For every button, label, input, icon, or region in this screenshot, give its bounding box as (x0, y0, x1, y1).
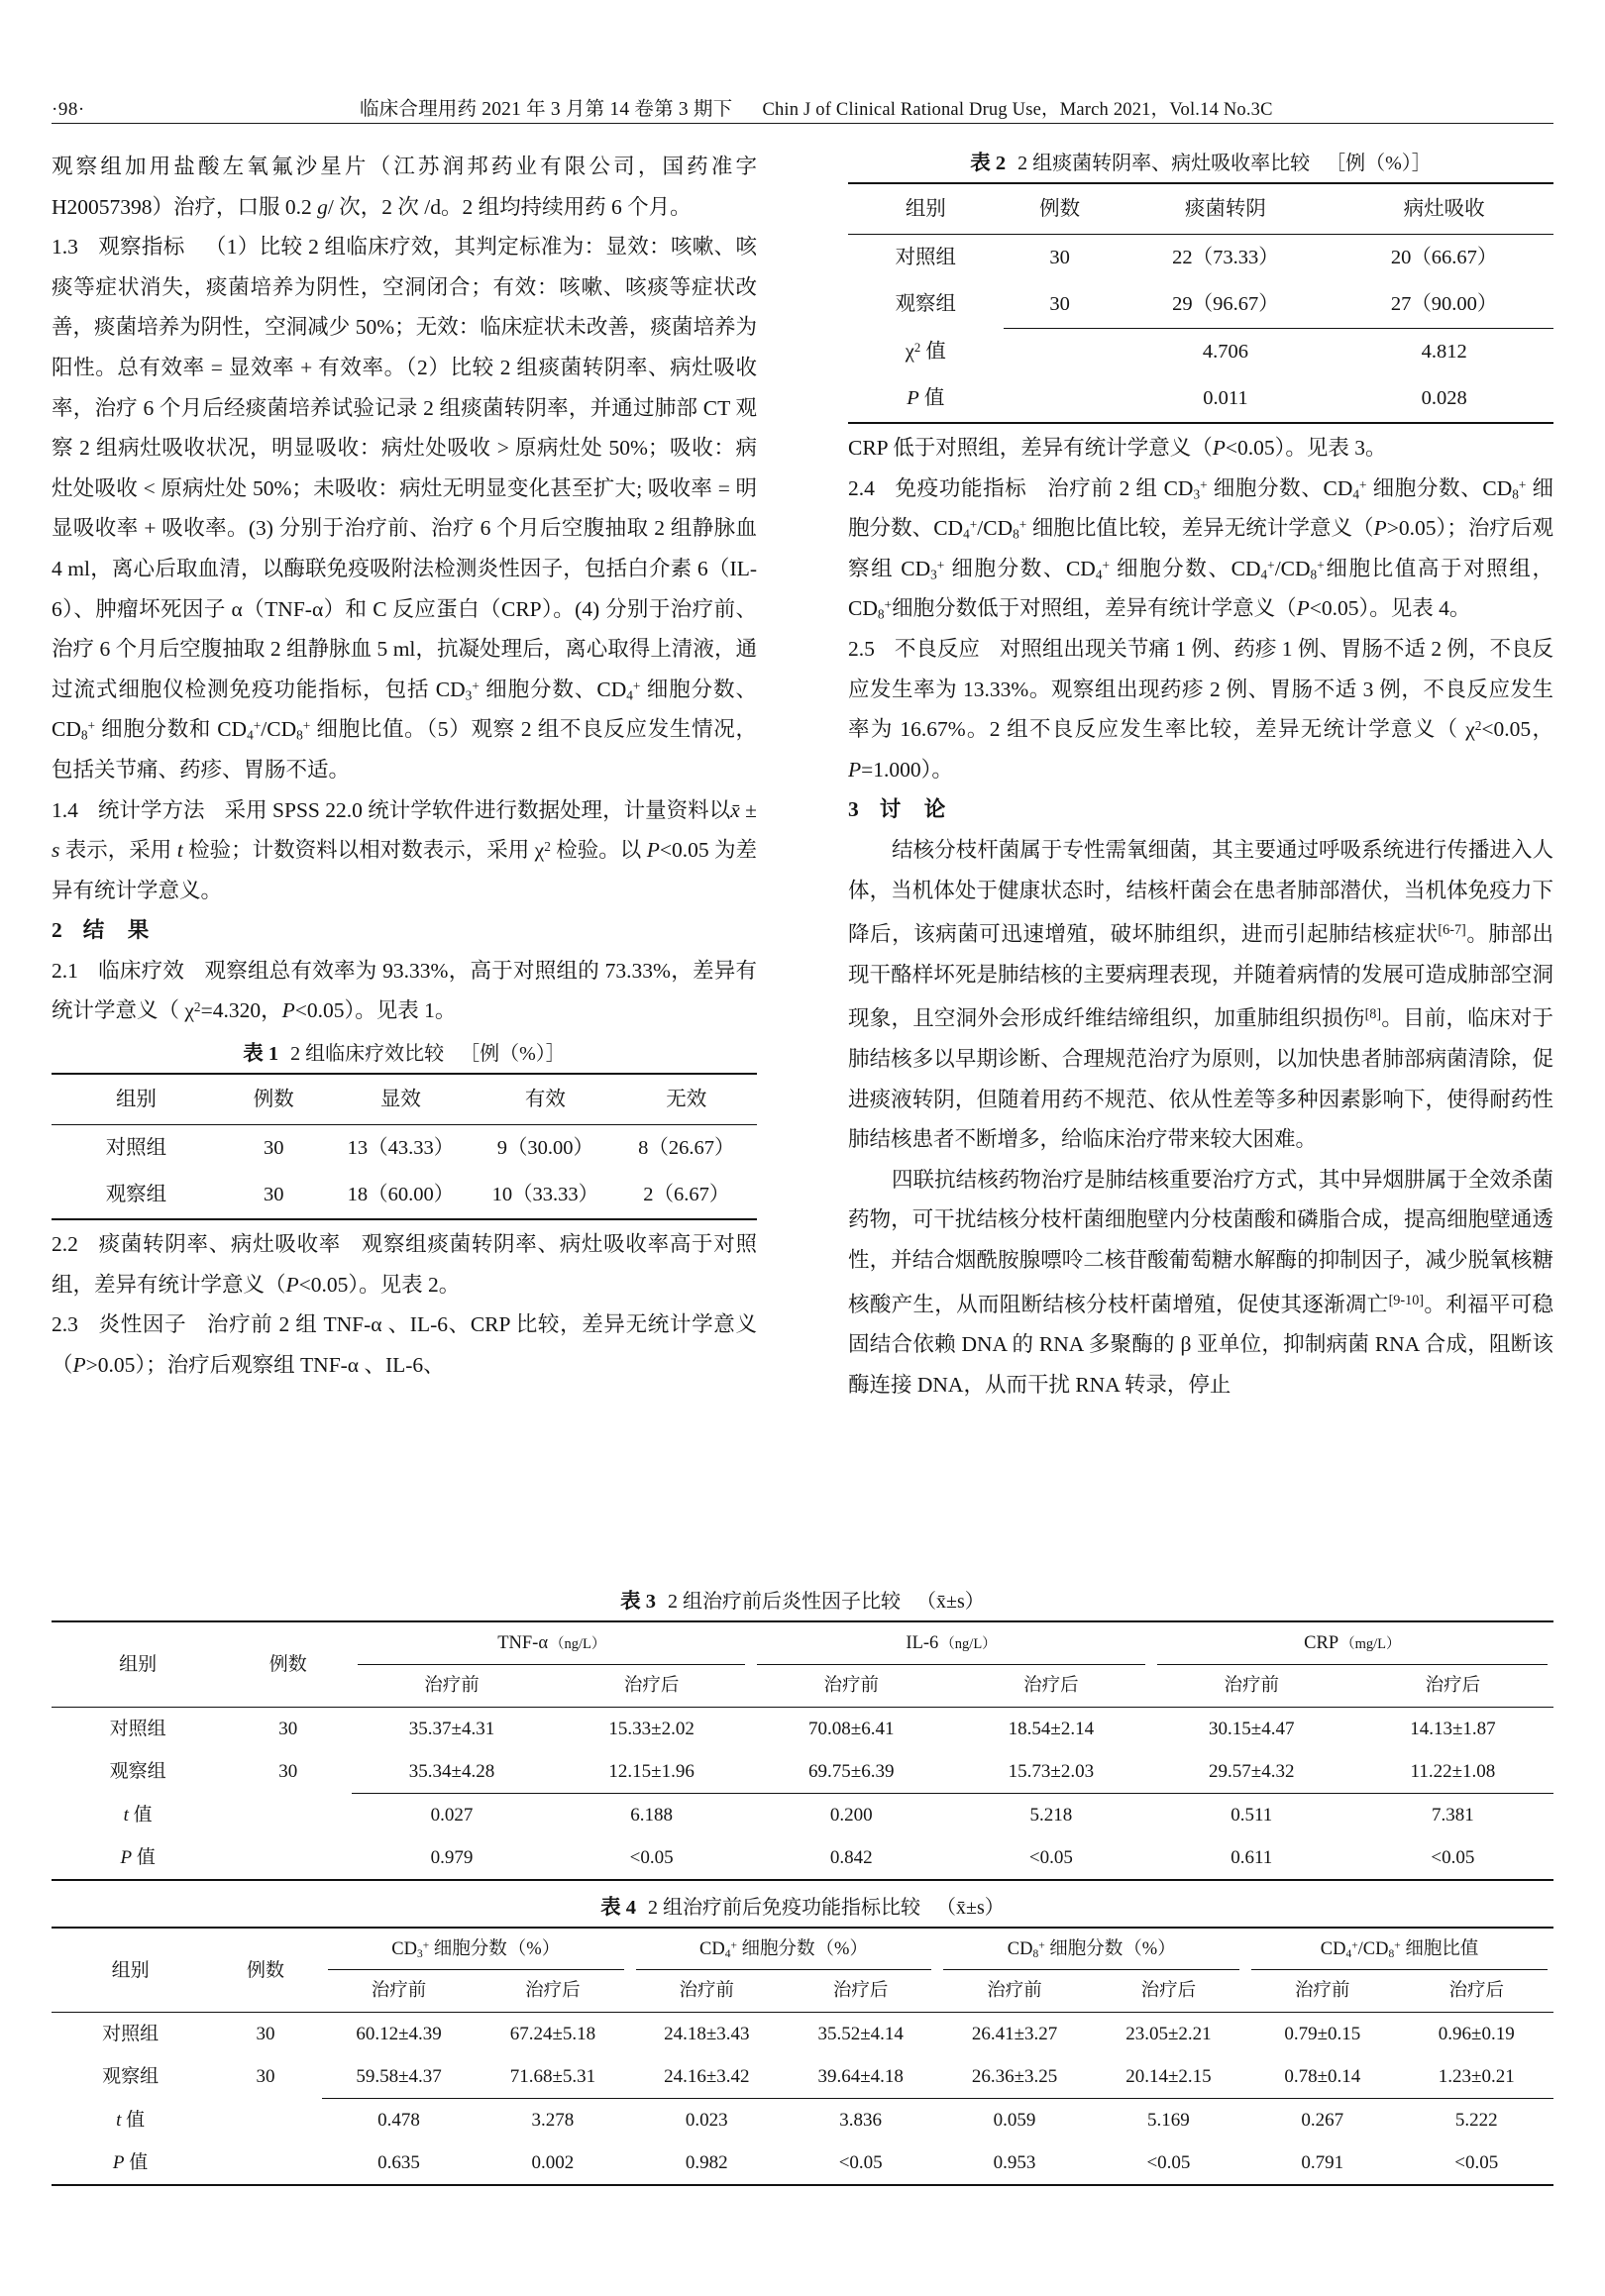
table-4-header-group: 组别 (52, 1928, 209, 2013)
table-4-header-n: 例数 (209, 1928, 322, 2013)
section-2-1-title: 临床疗效 (97, 958, 185, 983)
table-4-cell: 60.12±4.39 (356, 2024, 442, 2044)
table-1-cell: 13（43.33） (347, 1137, 455, 1160)
table-3-stat-cell: 6.188 (552, 1794, 752, 1837)
table-2-caption (848, 147, 1553, 180)
table-3-cell: 29.57±4.32 (1209, 1761, 1295, 1782)
table-1-label: 表 1 (243, 1043, 279, 1066)
table-3-group-unit: （ng/L） (550, 1636, 606, 1652)
table-3-subheader: 治疗前 (424, 1676, 480, 1696)
table-4-subheader: 治疗后 (1448, 1981, 1504, 2001)
discussion-paragraph-1: 结核分枝杆菌属于专性需氧细菌，其主要通过呼吸系统进行传播进入人体，当机体处于健康状态时，结核杆菌会在患者肺部潜伏，当机体免疫力下降后，该病菌可迅速增殖，破坏肺组织，进而引起肺结核症状[6-7]。肺部出现干酪样坏死是肺结核的主要病理表现，并随着病情的发展可造成肺部空洞现象，且空洞外会形成纤维结缔组织，加重肺组织损伤[8]。目前，临床对于肺结核多以早期诊断、合理规范治疗为原则，以加快患者肺部病菌清除，促进痰液转阴，但随着用药不规范、依从性差等多种因素影响下，使得耐药性肺结核患者不断增多，给临床治疗带来较大困难。 (848, 837, 1553, 1152)
table-3-stat-cell: 0.979 (430, 1847, 474, 1868)
running-head-rule (52, 123, 1553, 124)
table-4-stat-label: t 值 (116, 2109, 146, 2131)
table-3-stat-cell: 0.611 (1230, 1847, 1273, 1868)
table-row (52, 1750, 1553, 1794)
table-4-stat-cell: 0.953 (993, 2152, 1036, 2173)
table-3-cell: 15.33±2.02 (608, 1719, 695, 1739)
table-3-group-name: IL-6 (906, 1633, 939, 1653)
journal-title-en: Chin J of Clinical Rational Drug Use，March 2021，Vol.14 No.3C (762, 100, 1273, 120)
table-1-wrapper (52, 1037, 757, 1220)
table-4-cell: 35.52±4.14 (817, 2024, 904, 2044)
section-2-5-title: 不良反应 (894, 636, 980, 661)
table-2-cell: 观察组 (895, 293, 957, 316)
journal-title-cn: 临床合理用药 2021 年 3 月第 14 卷第 3 期下 (359, 99, 733, 120)
table-1-header-cell: 例数 (253, 1089, 294, 1111)
table-4-stat-cell: 0.478 (322, 2099, 476, 2142)
table-row (52, 2055, 1553, 2099)
table-2-stat-cell: 4.706 (1117, 329, 1336, 376)
table-1-cell: 对照组 (105, 1137, 167, 1160)
table-2-cell: 对照组 (895, 247, 957, 268)
table-4-stat-cell: 0.023 (630, 2099, 784, 2142)
table-2 (848, 182, 1553, 424)
table-1-cell: 30 (264, 1137, 284, 1160)
page-folio: ·98· (52, 99, 85, 120)
section-3-heading (848, 789, 1553, 830)
table-row-stat (848, 375, 1553, 423)
table-4-group-header: $CD_3^+$ 细胞分数（%） (322, 1928, 630, 1970)
table-3-cell: 69.75±6.39 (808, 1761, 895, 1782)
wide-tables-block (52, 1585, 1553, 2186)
table-2-cell: 20（66.67） (1390, 247, 1498, 268)
table-3-stat-cell: <0.05 (1431, 1847, 1475, 1868)
table-4-cell: 30 (256, 2066, 275, 2088)
journal-title (85, 93, 1553, 121)
table-4-cell: 23.05±2.21 (1125, 2024, 1212, 2044)
table-2-label: 表 2 (970, 153, 1007, 174)
table-4-group-header: $CD_4^+$ 细胞分数（%） (630, 1928, 938, 1970)
table-4-cell: 24.18±3.43 (664, 2024, 750, 2044)
table-4-stat-cell (209, 2099, 322, 2142)
table-4-stat-cell: 3.836 (784, 2099, 937, 2142)
table-4-stat-cell (209, 2141, 322, 2185)
table-row-stat (52, 2141, 1553, 2185)
table-1-cell: 8（26.67） (638, 1137, 735, 1160)
table-4-cell: 1.23±0.21 (1438, 2066, 1515, 2087)
table-4-stat-cell: 0.635 (377, 2152, 420, 2173)
table-4-cell: 观察组 (102, 2066, 160, 2088)
table-4-group-header: $CD_4^+/CD_8^+$ 细胞比值 (1245, 1928, 1553, 1970)
table-2-stat-cell (1004, 375, 1117, 423)
table-2-stat-cell: 4.812 (1335, 329, 1553, 376)
table-3-stat-cell: 7.381 (1352, 1794, 1553, 1837)
section-2-2-number: 2.2 (52, 1232, 78, 1257)
table-4-subheader: 治疗后 (525, 1981, 581, 2001)
table-3-group-name: TNF-α (497, 1633, 549, 1653)
table-1 (52, 1073, 757, 1220)
table-3-cell: 12.15±1.96 (608, 1761, 695, 1782)
table-3-cell: 30.15±4.47 (1209, 1719, 1295, 1739)
table-3-group-name: CRP (1304, 1633, 1339, 1653)
section-3-number: 3 (848, 797, 860, 822)
table-3-cell: 14.13±1.87 (1410, 1719, 1496, 1739)
table-4-stat-cell: <0.05 (1454, 2152, 1499, 2173)
table-1-cell: 观察组 (105, 1184, 167, 1206)
table-2-stat-label: $\chi^2$ 值 (905, 340, 946, 363)
table-1-header-cell: 显效 (379, 1089, 421, 1111)
section-2-2-title: 痰菌转阴率、病灶吸收率 (97, 1232, 342, 1257)
section-1-4-number: 1.4 (52, 797, 78, 822)
table-2-stat-cell (1004, 329, 1117, 376)
table-3-subheader: 治疗后 (1425, 1676, 1481, 1696)
table-3-unit: （x̄±s） (916, 1591, 985, 1613)
table-2-unit: ［例（%）］ (1326, 153, 1432, 174)
table-3-group-unit: （mg/L） (1340, 1636, 1401, 1652)
section-2-5-number: 2.5 (848, 636, 875, 661)
table-3-cell: 35.37±4.31 (408, 1719, 495, 1739)
table-3-stat-cell: 0.027 (352, 1794, 552, 1837)
table-2-cell: 29（96.67） (1172, 293, 1279, 315)
table-3-caption (52, 1585, 1553, 1618)
right-column (848, 147, 1553, 1406)
table-3 (52, 1620, 1553, 1881)
section-2-1: 2.1 临床疗效 观察组总有效率为 93.33%，高于对照组的 73.33%，差异有统计学意义（ $\chi^2=4.320$，P<0.05）。见表 1。 (52, 958, 757, 1023)
section-2-3-number: 2.3 (52, 1312, 78, 1337)
table-2-cell: 30 (1049, 293, 1070, 315)
table-4-stat-cell: <0.05 (838, 2152, 883, 2173)
table-4-subheader: 治疗前 (679, 1981, 735, 2001)
table-2-cell: 22（73.33） (1172, 247, 1279, 268)
table-3-subheader: 治疗前 (1224, 1676, 1280, 1696)
table-4-stat-cell: 0.002 (531, 2152, 575, 2173)
table-3-stat-cell: 0.200 (751, 1794, 951, 1837)
table-1-cell: 18（60.00） (347, 1184, 455, 1206)
section-1-3-title: 观察指标 (97, 235, 185, 260)
section-3-title: 讨 论 (879, 797, 947, 822)
table-row (848, 281, 1553, 329)
table-3-header-group: 组别 (52, 1621, 224, 1708)
table-1-caption (52, 1037, 757, 1071)
table-3-cell: 18.54±2.14 (1008, 1719, 1095, 1739)
table-4-cell: 24.16±3.42 (664, 2066, 750, 2087)
table-1-cell: 9（30.00） (496, 1137, 594, 1160)
table-2-header-cell: 痰菌转阴 (1184, 198, 1266, 220)
table-2-wrapper (848, 147, 1553, 424)
paragraph-intro: 观察组加用盐酸左氧氟沙星片（江苏润邦药业有限公司，国药准字 H20057398）治疗，口服 0.2 g/ 次，2 次 /d。2 组均持续用药 6 个月。 (52, 155, 757, 219)
table-3-header-n: 例数 (224, 1621, 352, 1708)
table-2-cell: 30 (1049, 247, 1070, 268)
section-2-3-title: 炎性因子 (97, 1312, 187, 1337)
table-2-header-cell: 例数 (1039, 198, 1081, 220)
table-3-stat-cell: 5.218 (951, 1794, 1151, 1837)
table-4 (52, 1927, 1553, 2186)
table-3-stat-cell (224, 1794, 352, 1837)
table-3-subheader: 治疗后 (1023, 1676, 1079, 1696)
table-1-cell: 10（33.33） (491, 1184, 599, 1206)
table-4-cell: 0.96±0.19 (1438, 2024, 1515, 2044)
table-3-cell: 30 (278, 1761, 298, 1783)
table-3-group-header (751, 1621, 1150, 1665)
table-4-cell: 39.64±4.18 (817, 2066, 904, 2087)
table-3-cell: 70.08±6.41 (808, 1719, 895, 1739)
table-2-cell: 27（90.00） (1390, 293, 1498, 315)
table-3-subheader: 治疗前 (823, 1676, 879, 1696)
table-4-cell: 26.41±3.27 (971, 2024, 1058, 2044)
table-4-cell: 20.14±2.15 (1125, 2066, 1212, 2087)
table-3-group-unit: （ng/L） (940, 1636, 997, 1652)
table-4-cell: 0.78±0.14 (1284, 2066, 1361, 2087)
table-4-stat-cell: 0.982 (685, 2152, 728, 2173)
table-1-title: 2 组临床疗效比较 (290, 1043, 445, 1066)
running-head (52, 87, 1553, 121)
table-2-header-cell: 组别 (905, 198, 946, 220)
table-4-cell: 59.58±4.37 (356, 2066, 442, 2087)
section-1-4-title: 统计学方法 (97, 797, 205, 822)
table-row (848, 235, 1553, 282)
table-2-stat-label: P 值 (907, 387, 945, 409)
table-row-stat (52, 1836, 1553, 1880)
paragraph-crp-continued: CRP 低于对照组，差异有统计学意义（P<0.05）。见表 3。 (848, 436, 1387, 460)
table-4-subheader: 治疗后 (832, 1981, 889, 2001)
section-1-3-number: 1.3 (52, 235, 78, 260)
table-4-label: 表 4 (600, 1897, 637, 1919)
table-4-stat-cell: 0.059 (937, 2099, 1091, 2142)
table-4-cell: 30 (256, 2024, 275, 2044)
table-3-stat-cell (224, 1836, 352, 1880)
table-4-unit: （x̄±s） (936, 1897, 1005, 1919)
table-4-subheader: 治疗后 (1140, 1981, 1197, 2001)
table-4-group-header: $CD_8^+$ 细胞分数（%） (937, 1928, 1245, 1970)
table-3-stat-cell: 0.511 (1151, 1794, 1352, 1837)
table-1-cell: 2（6.67） (643, 1184, 730, 1206)
section-2-2: 2.2 痰菌转阴率、病灶吸收率 观察组痰菌转阴率、病灶吸收率高于对照组，差异有统计学意义（P<0.05）。见表 2。 (52, 1232, 757, 1297)
section-2-1-number: 2.1 (52, 958, 78, 983)
table-3-cell: 35.34±4.28 (408, 1761, 495, 1782)
table-3-cell: 对照组 (109, 1719, 166, 1739)
table-4-cell: 67.24±5.18 (509, 2024, 596, 2044)
section-2-title: 结 果 (82, 918, 151, 943)
table-3-group-header (352, 1621, 751, 1665)
table-4-subheader: 治疗前 (1295, 1981, 1350, 2001)
table-4-cell: 26.36±3.25 (971, 2066, 1058, 2087)
table-row-stat (52, 1794, 1553, 1837)
table-4-subheader: 治疗前 (987, 1981, 1042, 2001)
section-2-4-number: 2.4 (848, 475, 875, 500)
section-1-3: 1.3 观察指标 （1）比较 2 组临床疗效，其判定标准为：显效：咳嗽、咳痰等症状消失，痰菌培养为阴性，空洞闭合；有效：咳嗽、咳痰等症状改善，痰菌培养为阴性，空洞减少 50%；无效：临床症状未改善，痰菌培养为阳性。总有效率 = 显效率 + 有效率。（2）比较 2 组痰菌转阴率、病灶吸收率，治疗 6 个月后经痰菌培养试验记录 2 组痰菌转阴率，并通过肺部 CT 观察 2 组病灶吸收状况，明显吸收：病灶处吸收 > 原病灶处 50%；吸收：病灶处吸收 < 原病灶处 50%；未吸收：病灶无明显变化甚至扩大; 吸收率 = 明显吸收率 + 吸收率。(3) 分别于治疗前、治疗 6 个月后空腹抽取 2 组静脉血 4 ml，离心后取血清，以酶联免疫吸附法检测炎性因子，包括白介素 6（IL-6）、肿瘤坏死因子 α（TNF-α）和 C 反应蛋白（CRP）。(4) 分别于治疗前、治疗 6 个月后空腹抽取 2 组静脉血 5 ml，抗凝处理后，离心取得上清液，通过流式细胞仪检测免疫功能指标，包括 $CD_3^+$ 细胞分数、$CD_4^+$ 细胞分数、$CD_8^+$ 细胞分数和 $CD_4^+/CD_8^+$ 细胞比值。（5）观察 2 组不良反应发生情况，包括关节痛、药疹、胃肠不适。 (52, 235, 757, 782)
table-1-header-cell: 组别 (115, 1089, 157, 1111)
table-3-stat-cell: 0.842 (829, 1847, 873, 1868)
table-row-stat (52, 2099, 1553, 2142)
table-3-stat-label: t 值 (123, 1804, 153, 1826)
table-4-stat-cell: 0.267 (1245, 2099, 1399, 2142)
table-4-stat-cell: <0.05 (1146, 2152, 1191, 2173)
table-4-cell: 对照组 (102, 2024, 160, 2044)
table-1-header-cell: 有效 (524, 1089, 566, 1111)
table-2-stat-cell: 0.011 (1203, 387, 1248, 409)
table-4-stat-cell: 0.791 (1301, 2152, 1344, 2173)
body-columns (52, 147, 1553, 1553)
table-4-stat-label: P 值 (112, 2152, 149, 2173)
left-column (52, 147, 757, 1385)
table-3-cell: 30 (278, 1719, 298, 1739)
table-1-header-cell: 无效 (666, 1089, 707, 1111)
table-1-unit: ［例（%）］ (460, 1043, 566, 1066)
table-3-group-header (1151, 1621, 1553, 1665)
table-1-cell: 30 (264, 1184, 284, 1206)
section-2-number: 2 (52, 918, 63, 943)
table-row (52, 1708, 1553, 1751)
table-row (52, 2013, 1553, 2056)
table-4-cell: 0.79±0.15 (1284, 2024, 1361, 2044)
table-2-stat-cell: 0.028 (1421, 387, 1467, 409)
section-2-heading (52, 910, 757, 951)
table-row (52, 1172, 757, 1219)
section-2-5: 2.5 不良反应 对照组出现关节痛 1 例、药疹 1 例、胃肠不适 2 例，不良反应发生率为 13.33%。观察组出现药疹 2 例、胃肠不适 3 例，不良反应发生率为 16.67%。2 组不良反应发生率比较，差异无统计学意义（ $\chi^2<0.05$，P=1.000）。 (848, 636, 1553, 782)
table-3-cell: 15.73±2.03 (1008, 1761, 1095, 1782)
table-3-subheader: 治疗后 (623, 1676, 680, 1696)
table-4-caption (52, 1891, 1553, 1925)
table-3-title: 2 组治疗前后炎性因子比较 (668, 1591, 902, 1613)
section-2-4: 2.4 免疫功能指标 治疗前 2 组 $CD_3^+$ 细胞分数、$CD_4^+$ 细胞分数、$CD_8^+$ 细胞分数、$CD_4^+/CD_8^+$ 细胞比值比较，差异无统计学意义（P>0.05）；治疗后观察组 $CD_3^+$ 细胞分数、$CD_4^+$ 细胞分数、$CD_4^+/CD_8^+$细胞比值高于对照组，$CD_8^+$细胞分数低于对照组，差异有统计学意义（P<0.05）。见表 4。 (848, 475, 1553, 623)
table-3-cell: 11.22±1.08 (1410, 1761, 1496, 1782)
section-2-3: 2.3 炎性因子 治疗前 2 组 TNF-α 、IL-6、CRP 比较，差异无统计学意义（P>0.05）；治疗后观察组 TNF-α 、IL-6、 (52, 1312, 757, 1377)
discussion-paragraph-2: 四联抗结核药物治疗是肺结核重要治疗方式，其中异烟肼属于全效杀菌药物，可干扰结核分枝杆菌细胞壁内分枝菌酸和磷脂合成，提高细胞壁通透性，并结合烟酰胺腺嘌呤二核苷酸葡萄糖水解酶的抑制因子，减少脱氧核糖核酸产生，从而阻断结核分枝杆菌增殖，促使其逐渐凋亡[9-10]。利福平可稳固结合依赖 DNA 的 RNA 多聚酶的 β 亚单位，抑制病菌 RNA 合成，阻断该酶连接 DNA，从而干扰 RNA 转录，停止 (848, 1167, 1553, 1397)
table-2-title: 2 组痰菌转阴率、病灶吸收率比较 (1017, 153, 1311, 174)
table-3-label: 表 3 (620, 1591, 657, 1613)
table-3-stat-cell: <0.05 (629, 1847, 674, 1868)
table-3-stat-cell: <0.05 (1028, 1847, 1073, 1868)
table-4-stat-cell: 5.222 (1399, 2099, 1553, 2142)
table-4-stat-cell: 3.278 (476, 2099, 629, 2142)
table-4-stat-cell: 5.169 (1092, 2099, 1245, 2142)
table-2-header-cell: 病灶吸收 (1403, 198, 1485, 220)
table-row (52, 1125, 757, 1173)
table-4-title: 2 组治疗前后免疫功能指标比较 (648, 1897, 921, 1919)
table-3-cell: 观察组 (109, 1761, 166, 1783)
table-4-cell: 71.68±5.31 (509, 2066, 596, 2087)
table-4-subheader: 治疗前 (371, 1981, 427, 2001)
section-1-4: 1.4 统计学方法 采用 SPSS 22.0 统计学软件进行数据处理，计量资料以x̄ ± s 表示，采用 t 检验；计数资料以相对数表示，采用 $\chi^2$ 检验。以 P<0.05 为差异有统计学意义。 (52, 797, 757, 902)
table-3-stat-label: P 值 (120, 1847, 156, 1868)
table-row-stat (848, 329, 1553, 376)
section-2-4-title: 免疫功能指标 (894, 475, 1027, 500)
